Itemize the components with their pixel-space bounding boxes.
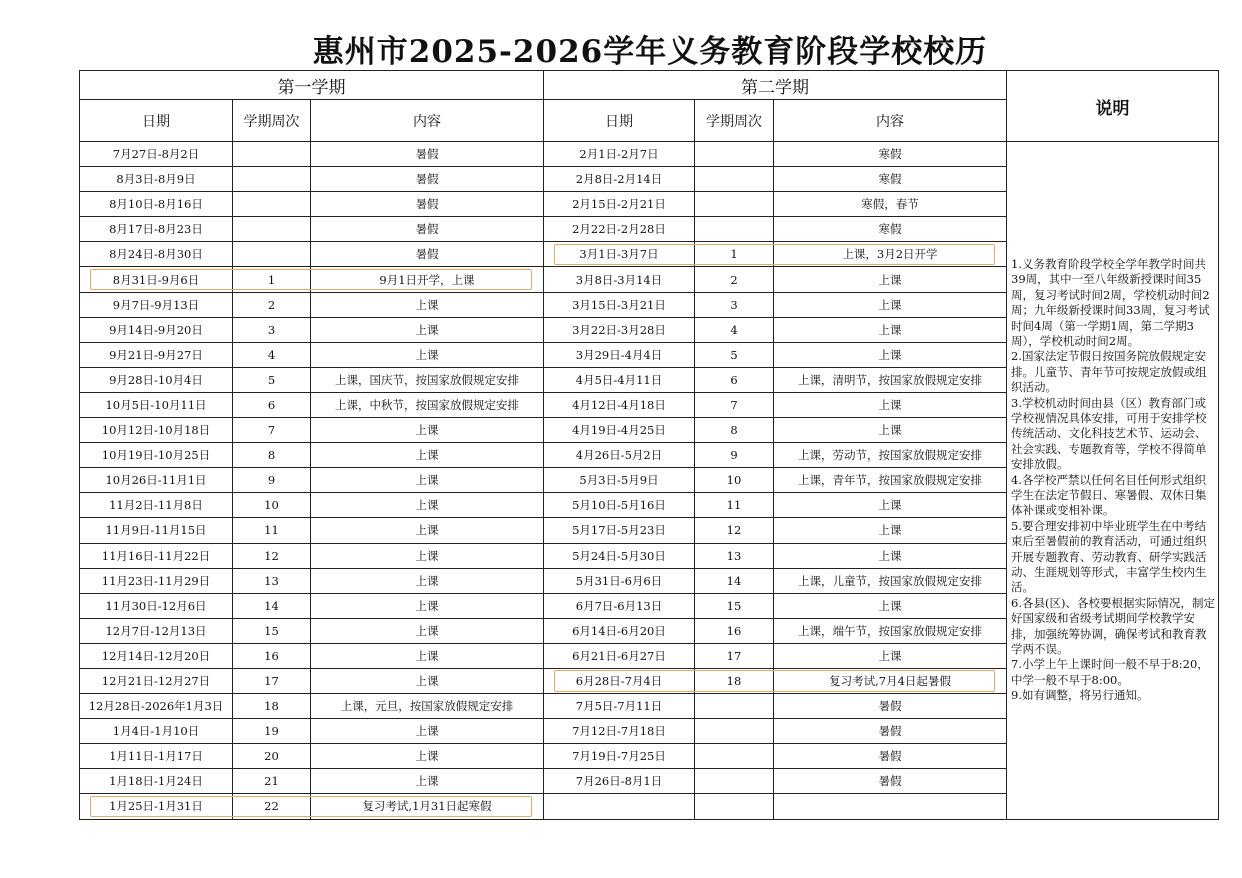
semester2-date-cell: 3月22日-3月28日 [544, 317, 695, 342]
semester1-week-cell: 19 [233, 719, 311, 744]
semester2-week-cell: 1 [695, 242, 774, 267]
semester1-week-cell: 5 [233, 367, 311, 392]
semester1-content-header: 内容 [311, 100, 544, 142]
semester1-date-cell: 7月27日-8月2日 [80, 142, 233, 167]
semester2-date-cell: 6月7日-6月13日 [544, 593, 695, 618]
semester1-date-cell: 8月31日-9月6日 [80, 267, 233, 292]
semester1-week-cell: 12 [233, 543, 311, 568]
semester2-date-cell: 4月26日-5月2日 [544, 443, 695, 468]
semester1-content-cell: 9月1日开学，上课 [311, 267, 544, 292]
semester2-content-cell: 上课，儿童节，按国家放假规定安排 [774, 568, 1007, 593]
semester1-week-cell: 14 [233, 593, 311, 618]
semester1-week-cell: 11 [233, 518, 311, 543]
note-item: 7.小学上午上课时间一般不早于8:20，中学一般不早于8:00。 [1011, 657, 1209, 687]
semester1-content-cell: 上课 [311, 468, 544, 493]
semester1-date-cell: 1月18日-1月24日 [80, 769, 233, 794]
semester2-content-cell: 上课 [774, 342, 1007, 367]
semester2-content-cell: 暑假 [774, 744, 1007, 769]
semester1-content-cell: 上课 [311, 418, 544, 443]
semester2-content-cell: 上课，劳动节，按国家放假规定安排 [774, 443, 1007, 468]
semester1-content-cell: 上课 [311, 342, 544, 367]
semester2-week-cell: 5 [695, 342, 774, 367]
semester2-week-cell: 13 [695, 543, 774, 568]
semester2-content-header: 内容 [774, 100, 1007, 142]
semester1-content-cell: 上课 [311, 493, 544, 518]
semester2-content-cell: 复习考试,7月4日起暑假 [774, 668, 1007, 693]
semester1-date-cell: 8月17日-8月23日 [80, 217, 233, 242]
semester2-week-cell: 14 [695, 568, 774, 593]
note-item: 9.如有调整，将另行通知。 [1011, 688, 1149, 703]
semester2-week-cell: 16 [695, 618, 774, 643]
semester1-week-cell: 18 [233, 694, 311, 719]
semester1-week-header: 学期周次 [233, 100, 311, 142]
calendar-body [80, 142, 1219, 820]
semester1-content-cell: 复习考试,1月31日起寒假 [311, 794, 544, 819]
semester2-date-cell: 5月10日-5月16日 [544, 493, 695, 518]
semester2-content-cell: 上课 [774, 267, 1007, 292]
semester2-week-cell [695, 694, 774, 719]
semester1-date-cell: 12月28日-2026年1月3日 [80, 694, 233, 719]
semester2-date-cell: 7月12日-7月18日 [544, 719, 695, 744]
semester2-content-cell: 上课 [774, 493, 1007, 518]
semester2-content-cell: 上课 [774, 292, 1007, 317]
semester1-week-cell: 15 [233, 618, 311, 643]
semester1-date-cell: 11月30日-12月6日 [80, 593, 233, 618]
semester2-content-cell: 上课，清明节，按国家放假规定安排 [774, 367, 1007, 392]
semester2-content-cell: 暑假 [774, 769, 1007, 794]
semester1-content-cell: 暑假 [311, 167, 544, 192]
semester1-date-cell: 12月14日-12月20日 [80, 643, 233, 668]
semester1-week-cell [233, 167, 311, 192]
semester2-week-cell [695, 719, 774, 744]
note-item: 3.学校机动时间由县（区）教育部门或学校视情况具体安排，可用于安排学校传统活动、文化科技艺术节、运动会、社会实践、专题教育等，学校不得简单安排放假。 [1011, 395, 1207, 472]
semester2-week-cell: 9 [695, 443, 774, 468]
semester1-week-cell: 17 [233, 668, 311, 693]
semester1-date-cell: 1月11日-1月17日 [80, 744, 233, 769]
semester1-date-cell: 1月4日-1月10日 [80, 719, 233, 744]
semester1-date-cell: 10月12日-10月18日 [80, 418, 233, 443]
semester2-content-cell: 上课 [774, 643, 1007, 668]
semester2-date-cell: 3月29日-4月4日 [544, 342, 695, 367]
semester2-date-cell [544, 794, 695, 819]
semester1-week-cell: 7 [233, 418, 311, 443]
semester1-content-cell: 暑假 [311, 192, 544, 217]
semester2-content-cell: 上课，3月2日开学 [774, 242, 1007, 267]
semester2-week-cell: 11 [695, 493, 774, 518]
semester2-content-cell: 寒假，春节 [774, 192, 1007, 217]
semester2-week-cell: 18 [695, 668, 774, 693]
semester2-date-cell: 5月31日-6月6日 [544, 568, 695, 593]
semester1-date-header: 日期 [80, 100, 233, 142]
semester1-date-cell: 12月7日-12月13日 [80, 618, 233, 643]
note-item: 5.要合理安排初中毕业班学生在中考结束后至暑假前的教育活动，可通过组织开展专题教育、劳动教育、研学实践活动、生涯规划等形式，丰富学生校内生活。 [1011, 518, 1207, 595]
semester2-date-cell: 4月19日-4月25日 [544, 418, 695, 443]
semester2-week-cell [695, 167, 774, 192]
semester1-content-cell: 上课，国庆节，按国家放假规定安排 [311, 367, 544, 392]
semester2-date-cell: 3月1日-3月7日 [544, 242, 695, 267]
semester1-week-cell: 20 [233, 744, 311, 769]
semester1-content-cell: 上课 [311, 769, 544, 794]
semester1-content-cell: 上课 [311, 593, 544, 618]
semester1-content-cell: 上课 [311, 744, 544, 769]
semester2-week-cell: 2 [695, 267, 774, 292]
semester1-week-cell: 10 [233, 493, 311, 518]
semester2-week-cell: 15 [695, 593, 774, 618]
semester2-date-cell: 6月28日-7月4日 [544, 668, 695, 693]
note-item: 1.义务教育阶段学校全学年教学时间共39周，其中一至八年级新授课时间35周，复习考试时间2周，学校机动时间2周；九年级新授课时间33周，复习考试时间4周（第一学期1周，第二学期3周），学校机动时间2周。 [1011, 256, 1210, 348]
semester2-content-cell: 暑假 [774, 719, 1007, 744]
semester2-content-cell: 上课 [774, 392, 1007, 417]
semester1-content-cell: 上课 [311, 443, 544, 468]
semester1-week-cell: 2 [233, 292, 311, 317]
semester1-date-cell: 11月16日-11月22日 [80, 543, 233, 568]
semester1-week-cell: 16 [233, 643, 311, 668]
semester1-date-cell: 9月21日-9月27日 [80, 342, 233, 367]
semester1-date-cell: 1月25日-1月31日 [80, 794, 233, 819]
semester1-content-cell: 暑假 [311, 217, 544, 242]
semester2-week-cell: 17 [695, 643, 774, 668]
semester1-content-cell: 上课 [311, 568, 544, 593]
semester2-content-cell: 上课，端午节，按国家放假规定安排 [774, 618, 1007, 643]
semester1-content-cell: 上课，元旦，按国家放假规定安排 [311, 694, 544, 719]
semester1-date-cell: 10月26日-11月1日 [80, 468, 233, 493]
page-title: 惠州市2025-2026学年义务教育阶段学校校历 [312, 34, 988, 70]
semester1-week-cell [233, 242, 311, 267]
semester2-week-cell [695, 769, 774, 794]
semester1-content-cell: 上课 [311, 317, 544, 342]
semester1-content-cell: 暑假 [311, 142, 544, 167]
semester1-week-cell: 21 [233, 769, 311, 794]
semester1-date-cell: 8月24日-8月30日 [80, 242, 233, 267]
note-item: 6.各县(区)、各校要根据实际情况，制定好国家级和省级考试期间学校教学安排，加强统筹协调，确保考试和教育教学两不误。 [1011, 595, 1215, 657]
semester1-content-cell: 上课 [311, 292, 544, 317]
semester1-heading: 第一学期 [80, 71, 544, 100]
semester1-date-cell: 9月28日-10月4日 [80, 367, 233, 392]
semester1-week-cell: 22 [233, 794, 311, 819]
semester2-content-cell: 暑假 [774, 694, 1007, 719]
semester2-content-cell: 上课，青年节，按国家放假规定安排 [774, 468, 1007, 493]
semester2-content-cell [774, 794, 1007, 819]
semester2-date-cell: 5月24日-5月30日 [544, 543, 695, 568]
semester2-date-cell: 2月22日-2月28日 [544, 217, 695, 242]
semester2-week-cell: 4 [695, 317, 774, 342]
semester1-week-cell: 6 [233, 392, 311, 417]
semester1-date-cell: 11月23日-11月29日 [80, 568, 233, 593]
semester1-content-cell: 上课 [311, 543, 544, 568]
semester1-week-cell [233, 192, 311, 217]
semester2-week-cell: 8 [695, 418, 774, 443]
semester2-content-cell: 上课 [774, 593, 1007, 618]
semester1-date-cell: 12月21日-12月27日 [80, 668, 233, 693]
note-item: 4.各学校严禁以任何名目任何形式组织学生在法定节假日、寒暑假、双休日集体补课或变相补课。 [1011, 472, 1207, 518]
semester1-date-cell: 10月5日-10月11日 [80, 392, 233, 417]
semester2-heading: 第二学期 [544, 71, 1007, 100]
notes-heading: 说明 [1007, 71, 1219, 142]
semester2-date-cell: 7月5日-7月11日 [544, 694, 695, 719]
semester1-content-cell: 上课 [311, 518, 544, 543]
semester2-content-cell: 寒假 [774, 217, 1007, 242]
semester2-content-cell: 上课 [774, 317, 1007, 342]
semester2-date-cell: 5月3日-5月9日 [544, 468, 695, 493]
semester2-week-cell [695, 217, 774, 242]
semester2-content-cell: 寒假 [774, 167, 1007, 192]
semester1-content-cell: 上课 [311, 719, 544, 744]
semester1-week-cell: 4 [233, 342, 311, 367]
semester2-week-cell [695, 744, 774, 769]
semester2-week-cell: 12 [695, 518, 774, 543]
semester2-content-cell: 上课 [774, 418, 1007, 443]
semester1-date-cell: 10月19日-10月25日 [80, 443, 233, 468]
semester1-week-cell: 8 [233, 443, 311, 468]
semester2-week-cell: 6 [695, 367, 774, 392]
semester2-date-cell: 6月14日-6月20日 [544, 618, 695, 643]
semester1-content-cell: 上课，中秋节，按国家放假规定安排 [311, 392, 544, 417]
semester2-date-cell: 6月21日-6月27日 [544, 643, 695, 668]
semester2-date-cell: 2月1日-2月7日 [544, 142, 695, 167]
semester1-content-cell: 上课 [311, 668, 544, 693]
table-row [80, 142, 1219, 167]
semester2-date-cell: 4月5日-4月11日 [544, 367, 695, 392]
semester2-content-cell: 上课 [774, 518, 1007, 543]
notes-cell [1007, 142, 1219, 820]
semester1-content-cell: 上课 [311, 618, 544, 643]
semester1-week-cell: 13 [233, 568, 311, 593]
semester2-week-cell: 3 [695, 292, 774, 317]
semester2-date-cell: 5月17日-5月23日 [544, 518, 695, 543]
semester2-date-cell: 4月12日-4月18日 [544, 392, 695, 417]
semester2-week-cell: 7 [695, 392, 774, 417]
semester2-week-cell [695, 794, 774, 819]
semester1-week-cell: 3 [233, 317, 311, 342]
semester1-week-cell: 1 [233, 267, 311, 292]
semester1-date-cell: 11月2日-11月8日 [80, 493, 233, 518]
semester2-date-cell: 3月15日-3月21日 [544, 292, 695, 317]
semester2-week-cell [695, 192, 774, 217]
semester1-week-cell [233, 142, 311, 167]
semester2-week-header: 学期周次 [695, 100, 774, 142]
semester2-date-cell: 3月8日-3月14日 [544, 267, 695, 292]
semester2-date-cell: 2月15日-2月21日 [544, 192, 695, 217]
semester1-week-cell [233, 217, 311, 242]
semester2-week-cell [695, 142, 774, 167]
semester1-content-cell: 暑假 [311, 242, 544, 267]
semester2-content-cell: 上课 [774, 543, 1007, 568]
school-calendar-table [79, 70, 1219, 820]
semester2-date-header: 日期 [544, 100, 695, 142]
semester2-week-cell: 10 [695, 468, 774, 493]
semester1-date-cell: 8月3日-8月9日 [80, 167, 233, 192]
semester2-content-cell: 寒假 [774, 142, 1007, 167]
semester2-date-cell: 7月26日-8月1日 [544, 769, 695, 794]
semester1-week-cell: 9 [233, 468, 311, 493]
semester1-date-cell: 8月10日-8月16日 [80, 192, 233, 217]
semester2-date-cell: 7月19日-7月25日 [544, 744, 695, 769]
semester1-date-cell: 11月9日-11月15日 [80, 518, 233, 543]
semester1-date-cell: 9月14日-9月20日 [80, 317, 233, 342]
semester2-date-cell: 2月8日-2月14日 [544, 167, 695, 192]
semester1-content-cell: 上课 [311, 643, 544, 668]
semester1-date-cell: 9月7日-9月13日 [80, 292, 233, 317]
note-item: 2.国家法定节假日按国务院放假规定安排。儿童节、青年节可按规定放假或组织活动。 [1011, 349, 1207, 395]
